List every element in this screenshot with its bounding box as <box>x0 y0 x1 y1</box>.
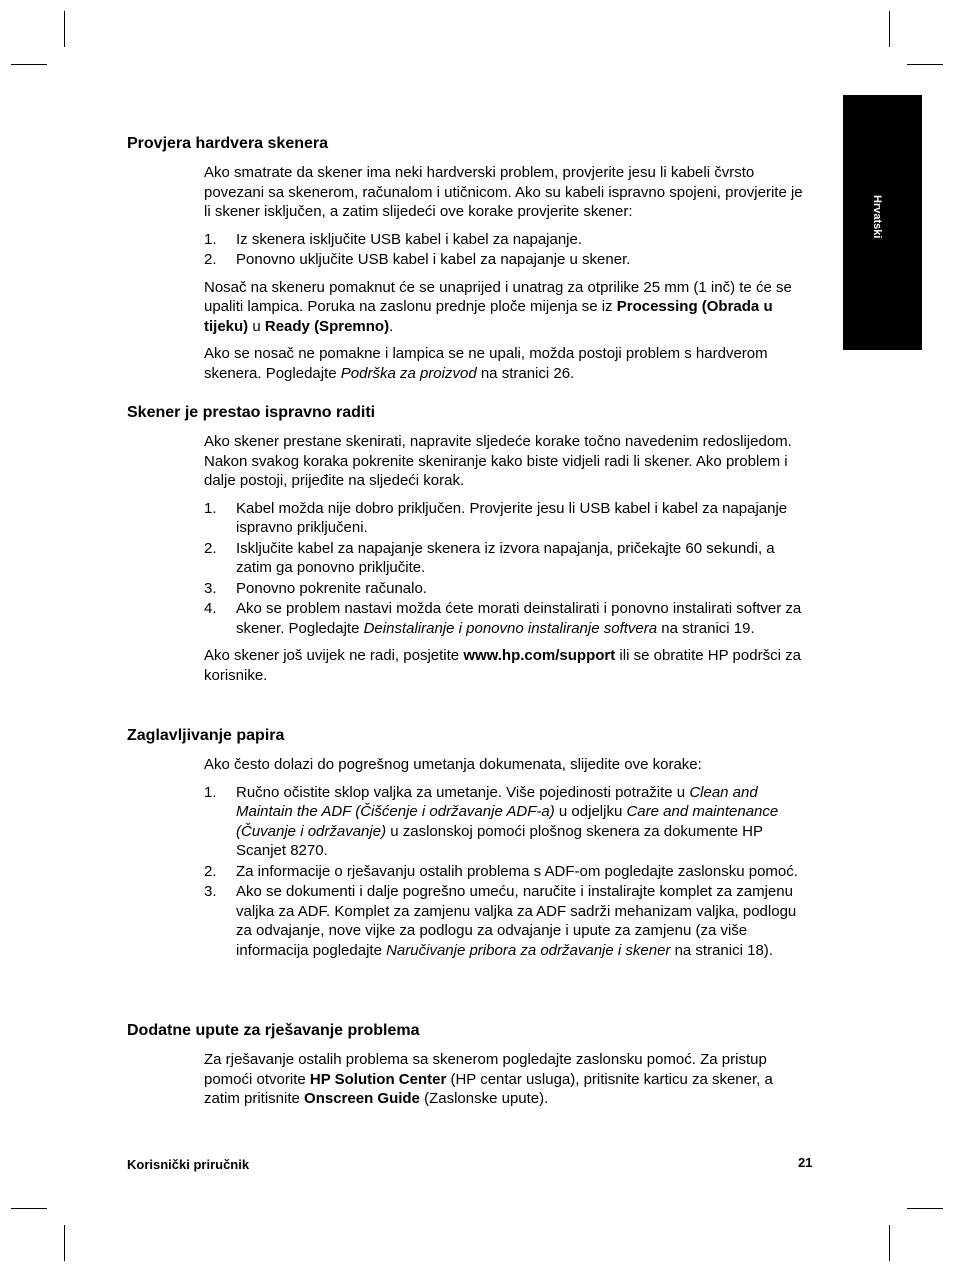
crop-mark <box>11 1208 47 1209</box>
steps-list <box>204 783 810 961</box>
crop-mark <box>64 1225 65 1261</box>
crop-mark <box>11 64 47 65</box>
language-label: Hrvatski <box>871 195 883 239</box>
paragraph: Ako često dolazi do pogrešnog umetanja dokumenata, slijedite ove korake: <box>204 756 702 773</box>
support-url: www.hp.com/support <box>463 647 616 664</box>
cross-reference: Podrška za proizvod <box>340 364 477 382</box>
section-title: Zaglavljivanje papira <box>127 727 285 744</box>
crop-mark <box>64 11 65 47</box>
paragraph: Ako se nosač ne pomakne i lampica se ne upali, možda postoji problem s hardverom skenera. Pogledajte Podrška za proizvod na stranici 26. <box>204 345 768 382</box>
list-item: 3. Ponovno pokrenite računalo. <box>204 579 427 597</box>
footer-title: Korisnički priručnik <box>127 1157 250 1172</box>
paragraph: Za rješavanje ostalih problema sa skenerom pogledajte zaslonsku pomoć. Za pristup pomoći otvorite HP Solution Center (HP centar usluga), pritisnite karticu za skener, a zatim pritisnite Onscreen Guide (Zaslonske upute). <box>204 1051 773 1107</box>
crop-mark <box>889 11 890 47</box>
list-item: 1. Kabel možda nije dobro priključen. Provjerite jesu li USB kabel i kabel za napajanje ispravno priključeni. <box>204 499 788 536</box>
list-item: 2. Isključite kabel za napajanje skenera iz izvora napajanja, pričekajte 60 sekundi, a zatim ga ponovno priključite. <box>204 539 775 576</box>
page-number: 21 <box>798 1155 813 1170</box>
cross-reference: Naručivanje pribora za održavanje i skener <box>386 941 671 959</box>
list-item: 4. Ako se problem nastavi možda ćete morati deinstalirati i ponovno instalirati softver za skener. Pogledajte Deinstaliranje i ponovno instaliranje softvera na stranici 19. <box>204 600 802 637</box>
list-item: 2. Za informacije o rješavanju ostalih problema s ADF-om pogledajte zaslonsku pomoć. <box>204 862 798 880</box>
list-item: 1. Iz skenera isključite USB kabel i kabel za napajanje. <box>204 230 583 248</box>
paragraph: Ako skener prestane skenirati, napravite sljedeće korake točno navedenim redoslijedom. Nakon svakog koraka pokrenite skeniranje kako biste vidjeli radi li skener. Ako problem i dalje postoji, prijeđite na sljedeći korak. <box>204 433 792 489</box>
section-hardware-check <box>127 134 817 391</box>
section-paper-jam <box>127 726 817 968</box>
crop-mark <box>889 1225 890 1261</box>
list-item: 2. Ponovno uključite USB kabel i kabel za napajanje u skener. <box>204 251 631 268</box>
paragraph: Ako smatrate da skener ima neki hardverski problem, provjerite jesu li kabeli čvrsto povezani sa skenerom, računalom i utičnicom. Ako su kabeli ispravno spojeni, provjerite je li skener isključen, a zatim slijedeći ove korake provjerite skener: <box>204 164 803 220</box>
section-title: Skener je prestao ispravno raditi <box>127 404 376 421</box>
cross-reference: Deinstaliranje i ponovno instaliranje softvera <box>363 619 658 637</box>
list-item: 1. Ručno očistite sklop valjka za umetanje. Više pojedinosti potražite u Clean and Maintain the ADF (Čišćenje i održavanje ADF-a) u odjeljku Care and maintenance (Čuvanje i održavanje) u zaslonskoj pomoći plošnog skenera za dokumente HP Scanjet 8270. <box>204 783 779 859</box>
steps-list <box>204 499 810 639</box>
section-title: Provjera hardvera skenera <box>127 135 329 152</box>
section-additional-help <box>127 1021 817 1117</box>
list-item: 3. Ako se dokumenti i dalje pogrešno umeću, naručite i instalirajte komplet za zamjenu valjka za ADF. Komplet za zamjenu valjka za ADF sadrži mehanizam valjka, podlogu za odvajanje, nove vijke za podlogu za odvajanje i upute za zamjenu (za više informacija pogledajte Naručivanje pribora za održavanje i skener na stranici 18). <box>204 883 797 959</box>
crop-mark <box>907 1208 943 1209</box>
section-title: Dodatne upute za rješavanje problema <box>127 1022 420 1039</box>
steps-list <box>204 230 810 270</box>
crop-mark <box>907 64 943 65</box>
language-side-tab <box>843 95 922 350</box>
paragraph: Nosač na skeneru pomaknut će se unaprijed i unatrag za otprilike 25 mm (1 inč) te će se upaliti lampica. Poruka na zaslonu prednje ploče mijenja se iz Processing (Obrada u tijeku) u Ready (Spremno). <box>204 278 792 335</box>
section-scanner-stopped <box>127 403 817 693</box>
paragraph: Ako skener još uvijek ne radi, posjetite www.hp.com/support ili se obratite HP podršci za korisnike. <box>204 647 801 684</box>
